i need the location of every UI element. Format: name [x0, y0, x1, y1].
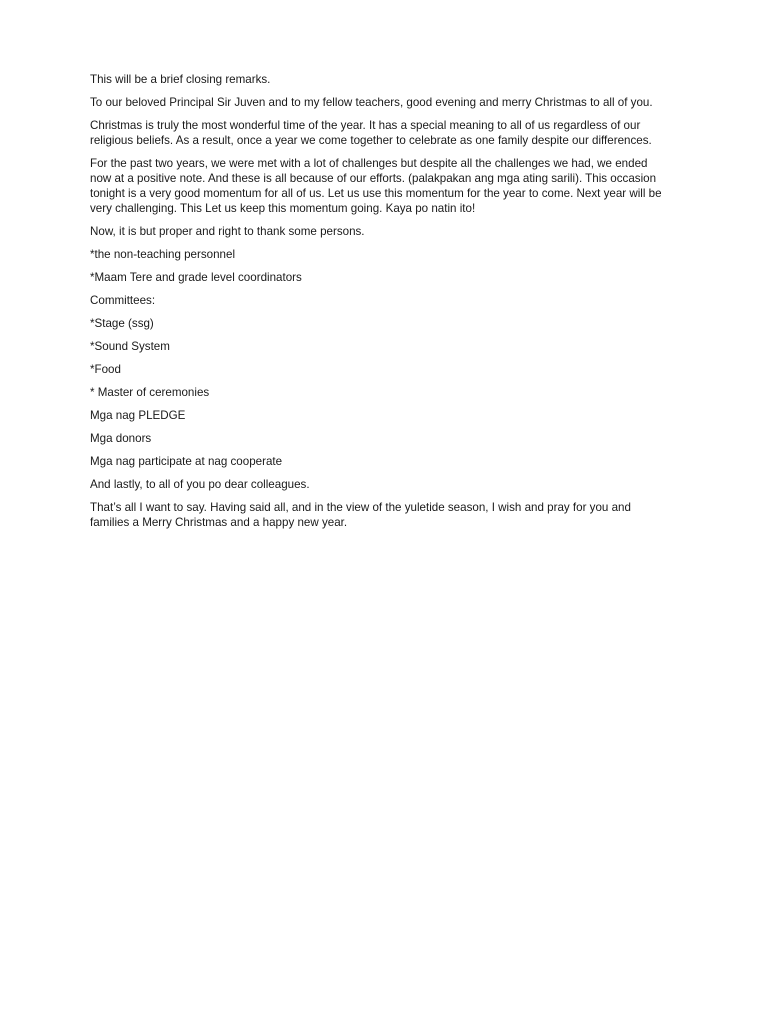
- paragraph-christmas-meaning: Christmas is truly the most wonderful time of the year. It has a special meaning to all of us regardless of our religious beliefs. As a result, once a year we come together to celebrate as one family despite our differences.: [90, 119, 652, 147]
- paragraph-challenges: For the past two years, we were met with a lot of challenges but despite all the challenges we had, we ended now at a positive note. And these is all because of our efforts. (palakpakan ang mga ating sarili). This occasion tonight is a very good momentum for all of us. Let us use this momentum for the year to come. Next year will be very challenging. This Let us keep this momentum going. Kaya po natin ito!: [90, 157, 662, 215]
- paragraph-closing: That’s all I want to say. Having said all, and in the view of the yuletide season, I wish and pray for you and families a Merry Christmas and a happy new year.: [90, 501, 631, 529]
- list-item-donors: Mga donors: [90, 432, 152, 445]
- list-item-sound-system: *Sound System: [90, 340, 170, 353]
- paragraph-opening: This will be a brief closing remarks.: [90, 73, 271, 86]
- paragraph-thanks-intro: Now, it is but proper and right to thank some persons.: [90, 225, 365, 238]
- paragraph-colleagues: And lastly, to all of you po dear colleagues.: [90, 478, 310, 491]
- list-item-non-teaching: *the non-teaching personnel: [90, 248, 236, 261]
- list-item-pledge: Mga nag PLEDGE: [90, 409, 186, 422]
- document-body: [90, 72, 670, 538]
- paragraph-greeting: To our beloved Principal Sir Juven and to my fellow teachers, good evening and merry Christmas to all of you.: [90, 96, 653, 109]
- list-item-food: *Food: [90, 363, 121, 376]
- list-item-coordinators: *Maam Tere and grade level coordinators: [90, 271, 302, 284]
- list-item-participants: Mga nag participate at nag cooperate: [90, 455, 283, 468]
- list-item-stage: *Stage (ssg): [90, 317, 154, 330]
- list-item-master-of-ceremonies: * Master of ceremonies: [90, 386, 210, 399]
- committees-heading: Committees:: [90, 294, 156, 307]
